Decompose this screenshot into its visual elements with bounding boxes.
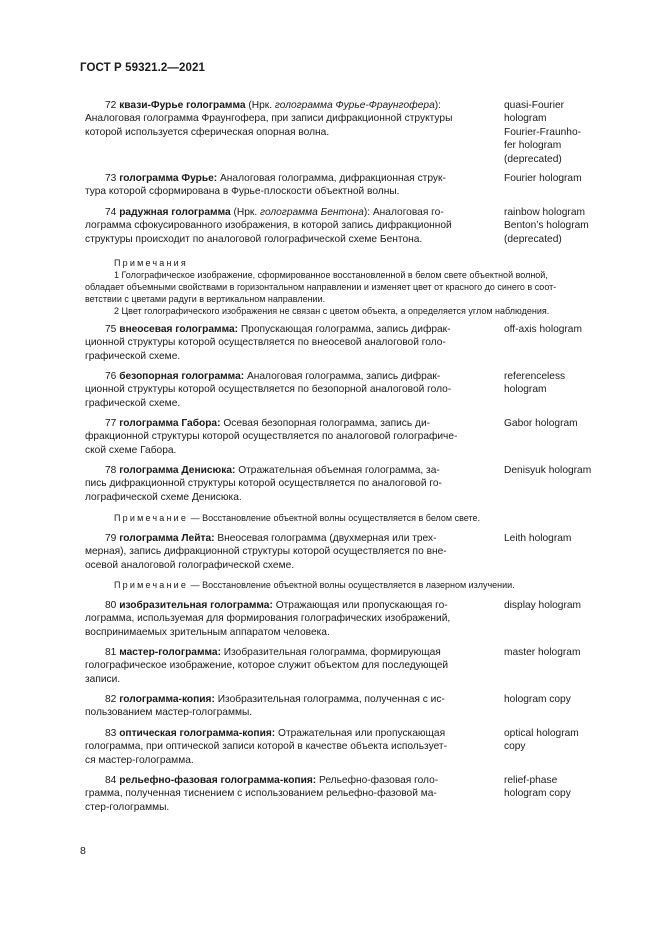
term-definition: 80 изобразительная голограмма: Отражающая или пропускающая го- лограмма, используемая для формирования голографических изображений, воспринимаемых зрительным аппаратом человека.	[85, 600, 451, 638]
term-name: квази-Фурье голограмма	[119, 100, 246, 111]
term-definition: 73 голограмма Фурье: Аналоговая голограмма, дифракционная струк- тура которой сформирована в Фурье-плоскости объектной волны.	[85, 173, 446, 198]
note-block: Примечания 1 Голографическое изображение, сформированное восстановленной в белом свете объектной волной, обладает объемными свойствами в горизонтальном направлении и изменяет цвет от красного до синего в соот- ветствии с цветами радуги в вертикальном направлении. 2 Цвет голографического изображения не связан с цветом объекта, а определяется углом наблюдения.	[85, 257, 597, 317]
document-header: ГОСТ Р 59321.2—2021	[80, 62, 205, 74]
term-definition: 74 радужная голограмма (Нрк. голограмма Бентона): Аналоговая го- лограмма сфокусированного изображения, в которой запись дифракционной структуры происходит по аналоговой голографической схеме Бентона.	[85, 207, 452, 245]
note-block: Примечание — Восстановление объектной волны осуществляется в лазерном излучении.	[114, 580, 515, 590]
english-equivalent: display hologram	[504, 600, 582, 611]
term-name: оптическая голограмма-копия:	[119, 728, 276, 739]
term-name: голограмма Габора:	[119, 418, 221, 429]
term-definition: 81 мастер-голограмма: Изобразительная голограмма, формирующая голографическое изображение, которое служит объектом для последующей записи.	[85, 647, 449, 685]
english-equivalent: Fourier hologram	[504, 173, 582, 184]
term-name: безопорная голограмма:	[119, 371, 245, 382]
term-name: радужная голограмма	[119, 207, 231, 218]
english-equivalent: relief-phase hologram copy	[504, 775, 571, 800]
english-equivalent: optical hologram copy	[504, 728, 579, 753]
term-definition: 79 голограмма Лейта: Внеосевая голограмма (двухмерная или трех- мерная), запись дифракционной структуры которой осуществляется по вне- осевой аналоговой голографической схеме.	[85, 533, 447, 571]
english-equivalent: hologram copy	[504, 694, 571, 705]
term-name: голограмма Фурье:	[119, 173, 218, 184]
term-name: внеосевая голограмма:	[119, 324, 239, 335]
term-name: мастер-голограмма:	[119, 647, 221, 658]
note-label: Примечание	[114, 580, 189, 590]
term-name: голограмма Лейта:	[119, 533, 215, 544]
term-definition: 77 голограмма Габора: Осевая безопорная голограмма, запись ди- фракционной структуры которой осуществляется по аналоговой голографиче- ской схеме Габора.	[85, 418, 458, 456]
term-definition: 76 безопорная голограмма: Аналоговая голограмма, запись дифрак- ционной структуры которой осуществляется по безопорной аналоговой голо- графической схеме.	[85, 371, 452, 409]
english-equivalent: rainbow hologram Benton’s hologram (deprecated)	[504, 207, 589, 245]
term-definition: 75 внеосевая голограмма: Пропускающая голограмма, запись дифрак- ционной структуры которой осуществляется по внеосевой аналоговой голо- графической схеме.	[85, 324, 451, 362]
term-definition: 84 рельефно-фазовая голограмма-копия: Рельефно-фазовая голо- грамма, полученная тиснением с использованием рельефно-фазовой ма- стер-голограммы.	[85, 775, 439, 813]
english-equivalent: referenceless hologram	[504, 371, 566, 396]
term-name: изобразительная голограмма:	[119, 600, 273, 611]
note-label: Примечание	[114, 513, 189, 523]
english-equivalent: Leith hologram	[504, 533, 572, 544]
deprecated-term: голограмма Бентона	[260, 207, 364, 218]
english-equivalent: quasi-Fourier hologram Fourier-Fraunho- fer hologram (deprecated)	[504, 100, 581, 165]
term-definition: 83 оптическая голограмма-копия: Отражательная или пропускающая голограмма, при оптической записи которой в качестве объекта использует- ся мастер-голограмма.	[85, 728, 447, 766]
note-block: Примечание — Восстановление объектной волны осуществляется в белом свете.	[114, 513, 481, 523]
term-definition: 82 голограмма-копия: Изобразительная голограмма, полученная с ис- пользованием мастер-голограммы.	[85, 694, 445, 719]
english-equivalent: master hologram	[504, 647, 581, 658]
term-name: рельефно-фазовая голограмма-копия:	[119, 775, 317, 786]
english-equivalent: Gabor hologram	[504, 418, 578, 429]
note-label: Примечания	[114, 258, 188, 268]
term-name: голограмма Денисюка:	[119, 465, 236, 476]
term-definition: 78 голограмма Денисюка: Отражательная объемная голограмма, за- пись дифракционной структуры которой осуществляется по аналоговой го- лографической схеме Денисюка.	[85, 465, 442, 503]
term-definition: 72 квази-Фурье голограмма (Нрк. голограмма Фурье-Фраунгофера): Аналоговая голограмма Фраунгофера, при записи дифракционной структуры которой используется сферическая опорная волна.	[85, 100, 453, 138]
deprecated-term: голограмма Фурье-Фраунгофера	[274, 100, 435, 111]
term-name: голограмма-копия:	[119, 694, 215, 705]
page-number: 8	[80, 845, 86, 857]
english-equivalent: Denisyuk hologram	[504, 465, 592, 476]
english-equivalent: off-axis hologram	[504, 324, 582, 335]
